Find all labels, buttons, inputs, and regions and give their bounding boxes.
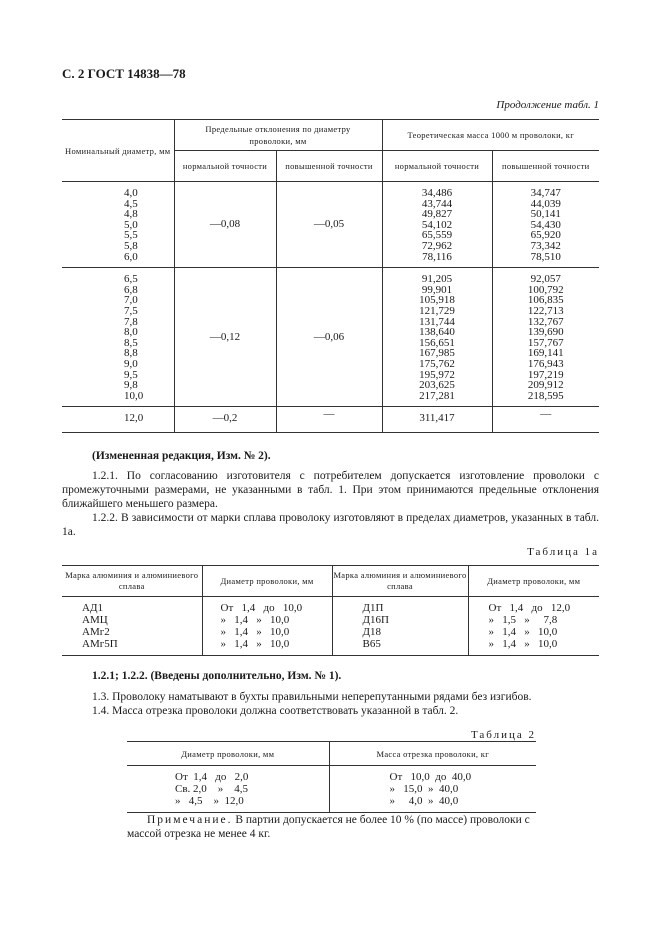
col-header-mass-normal: нормальной точности xyxy=(382,151,492,182)
col-header-mass: Теоретическая масса 1000 м проволоки, кг xyxy=(382,120,599,151)
diameter-range-list: От 1,4 до 12,0 » 1,5 » 7,8 » 1,4 » 10,0 » 1,4 » 10,0 xyxy=(468,597,599,656)
remark xyxy=(127,813,536,841)
remark-label: Примечание. xyxy=(147,814,233,826)
mass-high-cell: 92,057 100,792 106,835 122,713 132,767 139,690 157,767 169,141 176,943 197,219 209,912 218,595 xyxy=(492,268,599,407)
mass-normal-cell: 34,486 43,744 49,827 54,102 65,559 72,962 78,116 xyxy=(382,182,492,268)
page-header: С. 2 ГОСТ 14838—78 xyxy=(62,66,186,81)
col-header-dev-high: повышенной точности xyxy=(276,151,382,182)
diameter-range-list: От 1,4 до 10,0 » 1,4 » 10,0 » 1,4 » 10,0 » 1,4 » 10,0 xyxy=(202,597,332,656)
col-header-deviations: Предельные отклонения по диаметру проволоки, мм xyxy=(174,120,382,151)
table-1 xyxy=(62,119,599,433)
mass-high-cell: 34,747 44,039 50,141 54,430 65,920 73,342 78,510 xyxy=(492,182,599,268)
table-row xyxy=(62,182,599,268)
dev-high-cell: —0,05 xyxy=(276,182,382,268)
table-2 xyxy=(127,741,536,813)
table-row xyxy=(62,268,599,407)
grade-list: Д1П Д16П Д18 В65 xyxy=(332,597,468,656)
paragraph-1-4: 1.4. Масса отрезка проволоки должна соответствовать указанной в табл. 2. xyxy=(92,705,459,717)
table-row xyxy=(62,597,599,656)
diameter-cell: 4,0 4,5 4,8 5,0 5,5 5,8 6,0 xyxy=(124,187,138,263)
col-header-diameter: Диаметр проволоки, мм xyxy=(202,566,332,597)
amendment-note-1: (Измененная редакция, Изм. № 2). xyxy=(92,450,271,462)
table-row xyxy=(127,766,536,813)
mass-range-list: От 10,0 до 40,0 » 15,0 » 40,0 » 4,0 » 40,0 xyxy=(329,766,536,813)
col-header-grade: Марка алюминия и алюминиевого сплава xyxy=(62,566,202,597)
mass-normal-cell: 91,205 99,901 105,918 121,729 131,744 138,640 156,651 167,985 175,762 195,972 203,625 217,281 xyxy=(382,268,492,407)
dev-normal-cell: —0,08 xyxy=(174,182,276,268)
mass-normal-cell: 311,417 xyxy=(382,407,492,433)
diameter-cell: 6,5 6,8 7,0 7,5 7,8 8,0 8,5 8,8 9,0 9,5 9,8 10,0 xyxy=(124,273,144,402)
table-continuation-label: Продолжение табл. 1 xyxy=(496,99,599,111)
mass-high-cell: — xyxy=(492,407,599,433)
paragraph-1-3: 1.3. Проволоку наматывают в бухты правильными неперепутанными рядами без изгибов. xyxy=(92,691,532,703)
table-1a-label: Таблица 1а xyxy=(527,546,599,558)
diameter-cell: 12,0 xyxy=(124,412,144,425)
col-header-dev-normal: нормальной точности xyxy=(174,151,276,182)
dev-normal-cell: —0,2 xyxy=(174,407,276,433)
amendment-note-2: 1.2.1; 1.2.2. (Введены дополнительно, Изм. № 1). xyxy=(92,670,342,682)
paragraph-1-2-2: 1.2.2. В зависимости от марки сплава проволоку изготовляют в пределах диаметров, указанных в табл. 1а. xyxy=(62,512,599,538)
remark-text: В партии допускается не более 10 % (по массе) проволоки с массой отрезка не менее 4 кг. xyxy=(127,814,530,840)
grade-list: АД1 АМЦ АМг2 АМг5П xyxy=(62,597,202,656)
col-header-diameter: Диаметр проволоки, мм xyxy=(468,566,599,597)
table-row xyxy=(62,407,599,433)
paragraph-1-2-1: 1.2.1. По согласованию изготовителя с потребителем допускается изготовление проволоки с промежуточными размерами, не указанными в табл. 1. При этом принимаются предельные отклонения ближайшего меньшего размера. xyxy=(62,470,599,510)
dev-normal-cell: —0,12 xyxy=(174,268,276,407)
table-2-label: Таблица 2 xyxy=(470,729,536,741)
col-header-mass: Масса отрезка проволоки, кг xyxy=(329,742,536,766)
col-header-grade: Марка алюминия и алюминиевого сплава xyxy=(332,566,468,597)
dev-high-cell: — xyxy=(276,407,382,433)
diameter-range-list: От 1,4 до 2,0 Св. 2,0 » 4,5 » 4,5 » 12,0 xyxy=(127,766,329,813)
col-header-mass-high: повышенной точности xyxy=(492,151,599,182)
col-header-diameter: Диаметр проволоки, мм xyxy=(127,742,329,766)
dev-high-cell: —0,06 xyxy=(276,268,382,407)
table-1a xyxy=(62,565,599,656)
col-header-diameter: Номинальный диаметр, мм xyxy=(62,120,174,182)
